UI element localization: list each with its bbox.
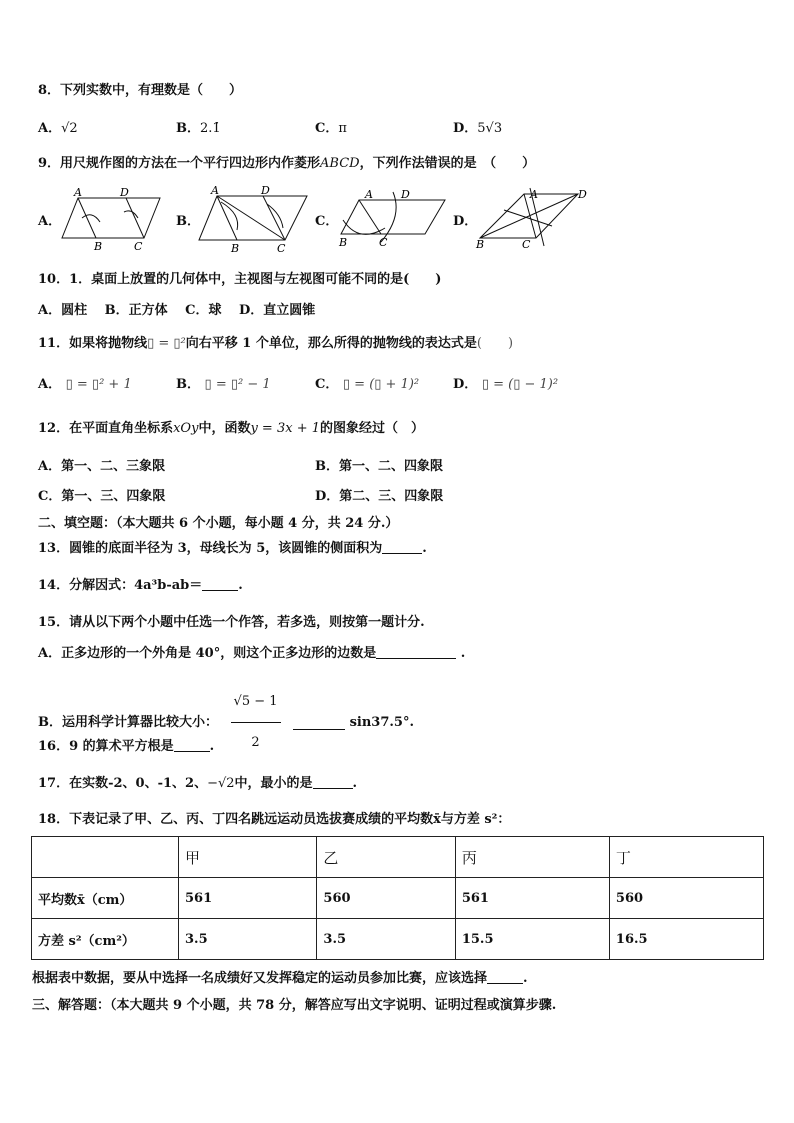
q17: 17．在实数-2、0、-1、2、−√2中，最小的是 . bbox=[38, 776, 358, 791]
row-label-variance: 方差 s²（cm²） bbox=[32, 919, 179, 960]
q15b-fraction: $\frac{√5 - 1}{2}$ bbox=[231, 682, 281, 763]
table-row bbox=[32, 878, 764, 919]
q9-opt-d-label: D． bbox=[453, 214, 478, 229]
q10-stem: 10．1．桌面上放置的几何体中，主视图与左视图可能不同的是( ) bbox=[38, 272, 442, 287]
table-cell: 560 bbox=[317, 878, 455, 919]
q18-stem: 18．下表记录了甲、乙、丙、丁四名跳远运动员选拔赛成绩的平均数x̄与方差 s²： bbox=[38, 812, 511, 827]
section-3-heading: 三、解答题：（本大题共 9 个小题，共 78 分，解答应写出文字说明、证明过程或演算步骤. bbox=[32, 998, 557, 1013]
table-cell: 3.5 bbox=[317, 919, 455, 960]
svg-text:C: C bbox=[134, 240, 143, 252]
q11-opt-b: B． ▯ = ▯² − 1 bbox=[176, 377, 271, 392]
q11-opt-a: A． ▯ = ▯² + 1 bbox=[38, 377, 132, 392]
q8-opt-b: B．2.1̇ bbox=[176, 121, 221, 136]
svg-text:B: B bbox=[94, 240, 103, 252]
table-cell: 560 bbox=[609, 878, 763, 919]
svg-text:D: D bbox=[120, 188, 129, 199]
row-label-mean: 平均数x̄（cm） bbox=[32, 878, 179, 919]
q8-opt-a: A．√2 bbox=[38, 121, 78, 136]
svg-text:D: D bbox=[401, 188, 410, 201]
table-header-cell: 乙 bbox=[317, 837, 455, 878]
q14-answer-blank[interactable] bbox=[202, 577, 238, 591]
svg-text:A: A bbox=[211, 184, 219, 197]
q14: 14．分解因式：4a³b-ab＝ . bbox=[38, 578, 243, 593]
svg-text:D: D bbox=[578, 188, 587, 201]
svg-text:B: B bbox=[339, 236, 348, 249]
svg-text:B: B bbox=[476, 238, 485, 251]
table-cell: 561 bbox=[179, 878, 317, 919]
q8-stem: 8．下列实数中，有理数是（ ） bbox=[38, 83, 243, 98]
svg-text:D: D bbox=[261, 184, 270, 197]
q15-stem: 15．请从以下两个小题中任选一个作答，若多选，则按第一题计分. bbox=[38, 615, 425, 630]
q15a-answer-blank[interactable] bbox=[376, 645, 456, 659]
q18-answer-blank[interactable] bbox=[487, 970, 523, 984]
q17-answer-blank[interactable] bbox=[313, 775, 353, 789]
q12-stem: 12．在平面直角坐标系xOy中，函数y = 3x + 1的图象经过（ ） bbox=[38, 421, 425, 436]
q12-opt-d: D．第二、三、四象限 bbox=[315, 489, 444, 504]
section-2-heading: 二、填空题：（本大题共 6 个小题，每小题 4 分，共 24 分.） bbox=[38, 516, 399, 531]
q9-figure-c bbox=[337, 188, 449, 252]
table-header-cell bbox=[32, 837, 179, 878]
q12-opt-a: A．第一、二、三象限 bbox=[38, 459, 166, 474]
table-header-cell: 丙 bbox=[455, 837, 609, 878]
q13: 13．圆锥的底面半径为 3，母线长为 5，该圆锥的侧面积为 . bbox=[38, 541, 427, 556]
q8-opt-d: D．5√3 bbox=[453, 121, 503, 136]
q12-opt-c: C．第一、三、四象限 bbox=[38, 489, 166, 504]
table-header-cell: 甲 bbox=[179, 837, 317, 878]
q16-answer-blank[interactable] bbox=[174, 738, 210, 752]
table-cell: 3.5 bbox=[179, 919, 317, 960]
q11-opt-d: D． ▯ = (▯ − 1)² bbox=[453, 377, 559, 392]
table-row bbox=[32, 919, 764, 960]
q9-stem: 9．用尺规作图的方法在一个平行四边形内作菱形ABCD，下列作法错误的是 （ ） bbox=[38, 156, 536, 171]
q12-opt-b: B．第一、二、四象限 bbox=[315, 459, 443, 474]
table-cell: 15.5 bbox=[455, 919, 609, 960]
q13-answer-blank[interactable] bbox=[382, 540, 422, 554]
q9-figure-a bbox=[58, 188, 168, 252]
q9-figure-b bbox=[197, 184, 312, 254]
q18-question: 根据表中数据，要从中选择一名成绩好又发挥稳定的运动员参加比赛，应该选择 . bbox=[32, 971, 528, 986]
q11-stem: 11．如果将抛物线▯ = ▯²向右平移 1 个单位，那么所得的抛物线的表达式是( ) bbox=[38, 336, 514, 351]
svg-text:A: A bbox=[530, 188, 538, 201]
q15-part-b: B．运用科学计算器比较大小： $\frac{√5 - 1}{2}$ sin37.5°. bbox=[38, 682, 414, 763]
q11-opt-c: C． ▯ = (▯ + 1)² bbox=[315, 377, 420, 392]
q16: 16．9 的算术平方根是 . bbox=[38, 739, 215, 754]
q18-score-table bbox=[31, 836, 764, 960]
table-header-cell: 丁 bbox=[609, 837, 763, 878]
q8-opt-c: C．π bbox=[315, 121, 347, 136]
svg-text:A: A bbox=[74, 188, 82, 199]
svg-text:C: C bbox=[379, 236, 388, 249]
q10-options: A．圆柱 B．正方体 C．球 D．直立圆锥 bbox=[38, 303, 316, 318]
table-cell: 16.5 bbox=[609, 919, 763, 960]
q9-opt-c-label: C． bbox=[315, 214, 339, 229]
q15-part-a: A．正多边形的一个外角是 40°，则这个正多边形的边数是 . bbox=[38, 646, 466, 661]
q9-opt-a-label: A． bbox=[38, 214, 62, 229]
svg-text:B: B bbox=[231, 242, 240, 254]
q9-figure-d bbox=[474, 186, 592, 252]
svg-text:C: C bbox=[277, 242, 286, 254]
table-header-row bbox=[32, 837, 764, 878]
svg-text:A: A bbox=[365, 188, 373, 201]
q15b-answer-blank[interactable] bbox=[293, 716, 345, 730]
svg-text:C: C bbox=[522, 238, 531, 251]
q9-opt-b-label: B． bbox=[176, 214, 200, 229]
table-cell: 561 bbox=[455, 878, 609, 919]
